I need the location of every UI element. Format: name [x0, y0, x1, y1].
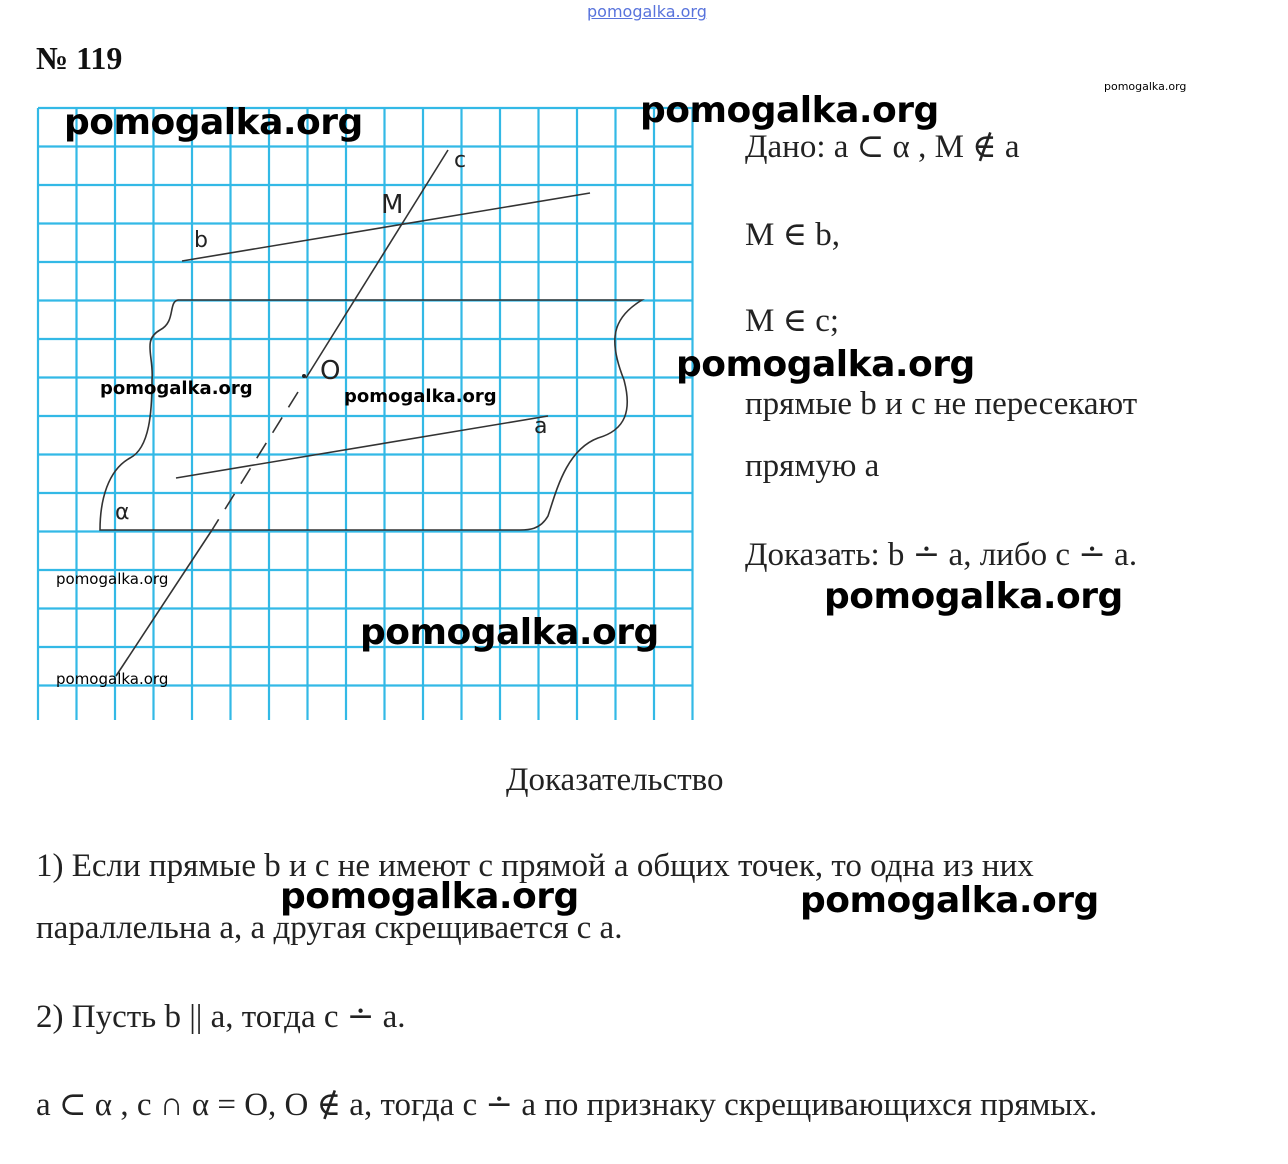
watermark-big-1: pomogalka.org — [64, 102, 363, 143]
point-O-dot — [302, 374, 306, 378]
watermark-big-2: pomogalka.org — [640, 90, 939, 131]
label-c: c — [454, 148, 467, 173]
watermark-big-6: pomogalka.org — [280, 876, 579, 917]
top-watermark[interactable]: pomogalka.org — [587, 2, 707, 21]
proof-heading: Доказательство — [506, 762, 724, 798]
label-M: M — [381, 190, 404, 220]
watermark-small-2: pomogalka.org — [56, 670, 169, 688]
watermark-big-4: pomogalka.org — [676, 344, 975, 385]
given-line-2: M ∈ b, — [745, 217, 841, 253]
watermark-small-top-right: pomogalka.org — [1104, 80, 1187, 93]
given-line-5: прямую a — [745, 448, 880, 484]
to-prove-line: Доказать: b ∸ a, либо c ∸ a. — [745, 537, 1138, 573]
line-c-dashed — [212, 392, 298, 530]
line-c-lower — [116, 530, 212, 676]
proof-paragraph-1-line-2: параллельна a, а другая скрещивается с a. — [36, 910, 623, 946]
given-line-1: Дано: a ⊂ α , M ∉ a — [745, 129, 1020, 165]
given-line-3: M ∈ c; — [745, 303, 840, 339]
watermark-big-3: pomogalka.org — [360, 612, 659, 653]
line-a — [176, 416, 548, 478]
watermark-mid-1: pomogalka.org — [100, 378, 253, 399]
proof-paragraph-3: a ⊂ α , c ∩ α = O, O ∉ a, тогда c ∸ a по признаку скрещивающихся прямых. — [36, 1087, 1098, 1123]
problem-number: № 119 — [36, 40, 123, 76]
diagram-figure — [100, 150, 642, 676]
watermark-big-7: pomogalka.org — [800, 880, 1099, 921]
label-a: a — [534, 414, 548, 439]
label-O: O — [320, 356, 341, 386]
watermark-mid-2: pomogalka.org — [344, 386, 497, 407]
label-b: b — [194, 228, 208, 253]
proof-paragraph-1-line-1: 1) Если прямые b и c не имеют с прямой a общих точек, то одна из них — [36, 848, 1034, 884]
watermark-big-5: pomogalka.org — [824, 576, 1123, 617]
proof-paragraph-2: 2) Пусть b || a, тогда c ∸ a. — [36, 999, 406, 1035]
given-line-4: прямые b и c не пересекают — [745, 386, 1138, 422]
label-alpha: α — [115, 500, 130, 525]
watermark-small-1: pomogalka.org — [56, 570, 169, 588]
